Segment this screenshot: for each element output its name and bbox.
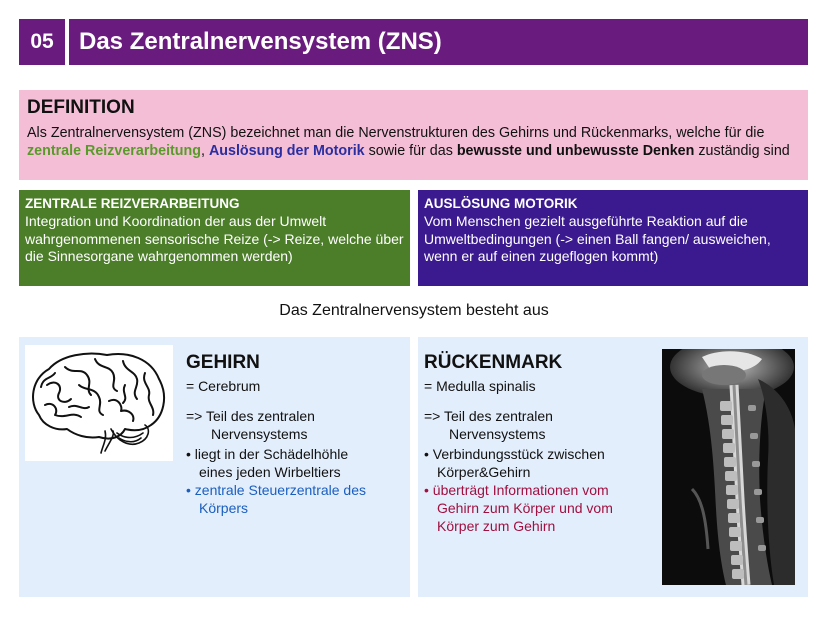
definition-box (19, 90, 808, 180)
section-subtitle: Das Zentralnervensystem besteht aus (279, 302, 549, 319)
page-title: Das Zentralnervensystem (ZNS) (79, 28, 442, 55)
reizverarbeitung-box (19, 190, 410, 286)
rueckenmark-bullet1-line1: • Verbindungsstück zwischen (424, 446, 605, 462)
gehirn-bullet1-line1: • liegt in der Schädelhöhle (186, 446, 349, 462)
rueckenmark-bullet2-line1: • überträgt Informationen vom (424, 482, 609, 498)
rueckenmark-bullet1-line2: Körper&Gehirn (437, 464, 531, 480)
definition-text (27, 124, 800, 160)
spine-mri-icon (662, 349, 795, 585)
def-mid: sowie für das (364, 143, 457, 159)
motorik-title: AUSLÖSUNG MOTORIK (424, 196, 578, 211)
motorik-box (418, 190, 808, 286)
header-divider (65, 19, 69, 65)
chapter-number: 05 (30, 30, 54, 53)
gehirn-title: GEHIRN (186, 352, 260, 373)
rueckenmark-arrow-line1: => Teil des zentralen (424, 408, 553, 424)
brain-icon (25, 345, 173, 461)
reizverarbeitung-title: ZENTRALE REIZVERARBEITUNG (25, 196, 240, 211)
header-bar (19, 19, 808, 65)
gehirn-bullet1-line2: eines jeden Wirbeltiers (199, 464, 341, 480)
spine-mri-image (662, 349, 795, 585)
reizverarbeitung-text: Integration und Koordination der aus der Umwelt wahrgenommenen sensorische Reize (-> Reize, welche über die Sinnesorgane wahrgenommen werden) (25, 213, 404, 264)
definition-title: DEFINITION (27, 97, 135, 118)
def-end: zuständig sind (694, 143, 790, 159)
rueckenmark-arrow-line2: Nervensystems (449, 426, 546, 442)
gehirn-arrow-line1: => Teil des zentralen (186, 408, 315, 424)
brain-illustration (25, 345, 173, 461)
motorik-text: Vom Menschen gezielt ausgeführte Reaktion auf die Umweltbedingungen (-> einen Ball fangen/ ausweichen, wenn er auf einen zugeflogen kommt) (424, 213, 771, 264)
gehirn-synonym: = Cerebrum (186, 378, 261, 394)
rueckenmark-bullet2-line2: Gehirn zum Körper und vom (437, 500, 613, 516)
def-highlight-denken: bewusste und unbewusste Denken (456, 143, 695, 159)
rueckenmark-title: RÜCKENMARK (424, 352, 563, 373)
def-text-start: Als Zentralnervensystem (ZNS) bezeichnet man die Nervenstrukturen des Gehirns und Rückenmarks, welche für die (27, 125, 765, 141)
gehirn-bullet2-line2: Körpers (199, 500, 249, 516)
def-sep: , (201, 143, 209, 159)
def-highlight-motorik: Auslösung der Motorik (208, 143, 365, 159)
rueckenmark-synonym: = Medulla spinalis (424, 378, 536, 394)
def-highlight-reizverarbeitung: zentrale Reizverarbeitung (27, 143, 201, 159)
gehirn-panel (19, 337, 410, 597)
gehirn-arrow-line2: Nervensystems (211, 426, 308, 442)
rueckenmark-panel (418, 337, 808, 597)
rueckenmark-bullet2-line3: Körper zum Gehirn (437, 518, 556, 534)
gehirn-bullet2-line1: • zentrale Steuerzentrale des (186, 482, 367, 498)
